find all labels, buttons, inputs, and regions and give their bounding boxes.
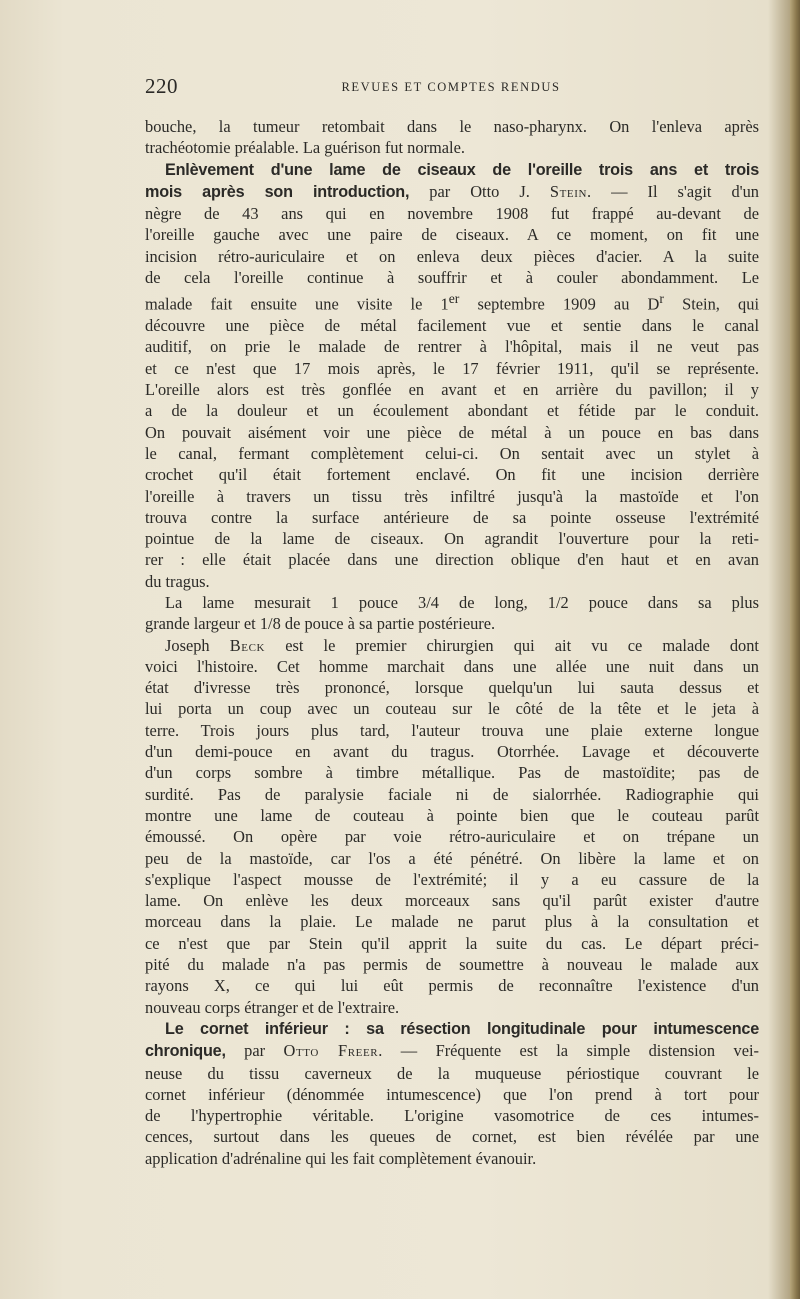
byline-separator: . — Fréquente est la simple distension vei- (378, 1041, 759, 1061)
text-line: a de la douleur et un écoulement abondant et fétide par le conduit. (145, 401, 759, 421)
text-line: lui porta un coup avec un couteau sur le côté de la tête et le jeta à (145, 699, 759, 719)
text-line: cornet inférieur (dénommée intumescence) que l'on prend à tort pour (145, 1084, 759, 1104)
article-title: Le cornet inférieur : sa résection longitudinale pour intumescence (165, 1019, 759, 1038)
text-line: nègre de 43 ans qui en novembre 1908 fut frappé au-devant de (145, 204, 759, 224)
text-span: septembre 1909 au D (459, 294, 660, 314)
text-span: malade fait ensuite une visite le 1 (145, 294, 449, 314)
text-line: incision rétro-auriculaire et on enleva deux pièces d'acier. A la suite (145, 246, 759, 266)
article-heading-line (145, 181, 759, 203)
text-line: cences, surtout dans les queues de cornet, est bien révélée par une (145, 1127, 759, 1147)
text-span: est le premier chirurgien qui ait vu ce malade dont (265, 635, 759, 655)
text-line: lame. On enlève les deux morceaux sans qu'il parût exister d'autre (145, 891, 759, 911)
article-heading-line (145, 159, 759, 181)
text-line: d'un corps sombre à timbre métallique. Pas de mastoïdite; pas de (145, 763, 759, 783)
text-line: auditif, on prie le malade de rentrer à l'hôpital, mais il ne veut pas (145, 337, 759, 357)
text-line: application d'adrénaline qui les fait complètement évanouir. (145, 1148, 537, 1168)
text-line: de cela l'oreille continue à souffrir et à couler abondamment. Le (145, 268, 759, 288)
text-line: découvre une pièce de métal facilement vue et sentie dans le canal (145, 316, 759, 336)
text-line (145, 635, 759, 656)
text-line: le canal, fermant complètement celui-ci. On sentait avec un stylet à (145, 443, 759, 463)
superscript: r (659, 291, 664, 307)
article-title: Enlèvement d'une lame de ciseaux de l'oreille trois ans et trois (165, 160, 759, 179)
running-title: REVUES ET COMPTES RENDUS (341, 80, 561, 94)
text-span: Joseph (165, 635, 230, 655)
author-name: Stein (549, 181, 588, 201)
text-line: s'explique l'aspect mousse de l'extrémité; il y a eu cassure de la (145, 869, 759, 889)
text-line: et ce n'est que 17 mois après, le 17 février 1911, qu'il se représente. (145, 358, 759, 378)
text-line: de l'hypertrophie véritable. L'origine vasomotrice de ces intumes- (145, 1106, 759, 1126)
text-line: L'oreille alors est très gonflée en avant et en arrière du pavillon; il y (145, 380, 759, 400)
article-title-end: mois après son introduction, (145, 182, 410, 201)
superscript: er (448, 291, 460, 307)
text-line: neuse du tissu caverneux de la muqueuse périostique couvrant le (145, 1063, 759, 1083)
text-line: pointue de la lame de ciseaux. On agrandit l'ouverture pour la reti- (145, 529, 759, 549)
article-heading-line (145, 1018, 759, 1040)
text-line: On pouvait aisément voir une pièce de métal à un pouce en bas dans (145, 422, 759, 442)
text-line: trouva contre la surface antérieure de sa pointe osseuse l'extrémité (145, 507, 759, 527)
text-line: du tragus. (145, 571, 210, 591)
page-edge-shadow (790, 0, 800, 1299)
text-line: rayons X, ce qui lui eût permis de reconnaître l'existence d'un (145, 976, 759, 996)
article-title-end: chronique, (145, 1042, 226, 1061)
author-name: Beck (229, 635, 266, 655)
text-line: bouche, la tumeur retombait dans le naso-pharynx. On l'enleva après (145, 117, 759, 136)
page-number: 220 (145, 74, 178, 98)
text-line: l'oreille à travers un tissu très infiltré jusqu'à la mastoïde et l'on (145, 486, 759, 506)
text-line: grande largeur et 1/8 de pouce à sa partie postérieure. (145, 614, 496, 634)
text-line: voici l'histoire. Cet homme marchait dans une allée une nuit dans un (145, 656, 759, 676)
text-line: La lame mesurait 1 pouce 3/4 de long, 1/2 pouce dans sa plus (165, 593, 759, 612)
text-line: morceau dans la plaie. Le malade ne parut plus à la consultation et (145, 912, 759, 932)
text-line: terre. Trois jours plus tard, l'auteur trouva une plaie externe longue (145, 720, 759, 740)
text-line: d'un demi-pouce en avant du tragus. Otorrhée. Lavage et découverte (145, 742, 759, 762)
text-span: Stein, qui (663, 294, 759, 314)
text-line: pité du malade n'a pas permis de soumettre à nouveau le malade aux (145, 955, 759, 975)
text-line: montre une lame de couteau à pointe bien que le couteau parût (145, 805, 759, 825)
text-line: surdité. Pas de paralysie faciale ni de sialorrhée. Radiographie qui (145, 784, 759, 804)
text-line: trachéotomie préalable. La guérison fut normale. (145, 138, 465, 158)
author-name: Otto Freer (283, 1041, 379, 1061)
article-heading-line (145, 1040, 759, 1062)
text-line: crochet qu'il était fortement enclavé. On fit une incision derrière (145, 465, 759, 485)
text-line: état d'ivresse très prononcé, lorsque quelqu'un lui sauta dessus et (145, 678, 759, 698)
text-line: émoussé. On opère par voie rétro-auriculaire et on trépane un (145, 827, 759, 847)
text-line: l'oreille gauche avec une paire de ciseaux. A ce moment, on fit une (145, 225, 759, 245)
body-text (145, 116, 759, 1169)
running-header (145, 74, 757, 100)
byline-par: par (225, 1041, 284, 1061)
text-line: nouveau corps étranger et de l'extraire. (145, 997, 400, 1017)
byline-par: par Otto J. (409, 181, 550, 201)
text-line: ce n'est que par Stein qu'il apprit la suite du cas. Le départ préci- (145, 933, 759, 953)
text-line (145, 288, 759, 315)
text-line: rer : elle était placée dans une direction oblique d'en haut et en avan (145, 550, 759, 570)
byline-separator: . — Il s'agit d'un (587, 181, 760, 201)
text-line: peu de la mastoïde, car l'os a été pénétré. On libère la lame et on (145, 848, 759, 868)
